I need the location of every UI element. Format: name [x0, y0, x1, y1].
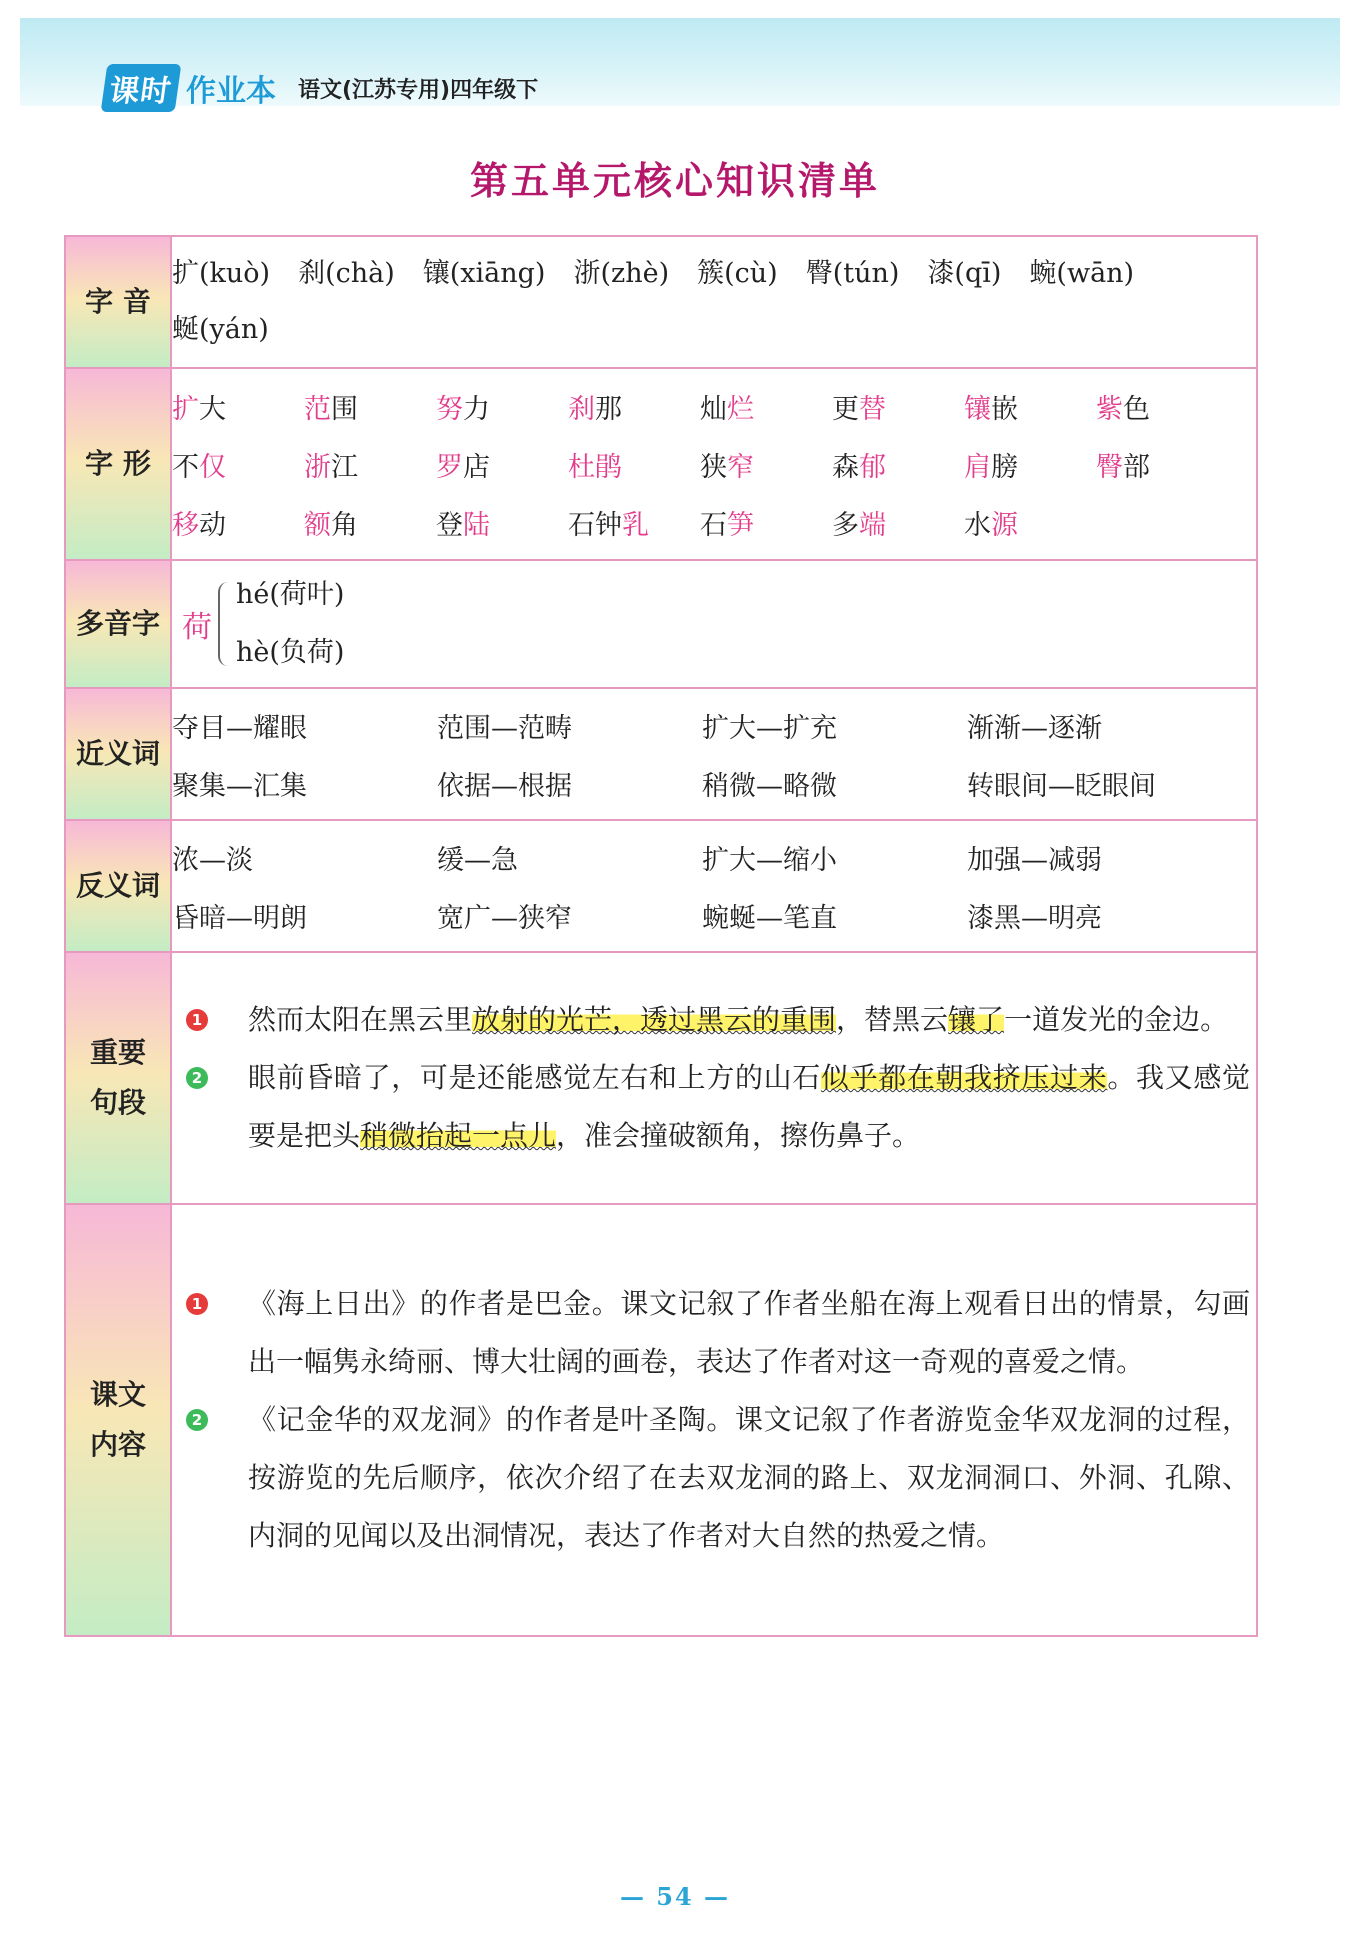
glyph-key: 罗	[436, 451, 463, 483]
highlight: 似乎都在朝我挤压过来	[820, 1061, 1108, 1094]
content-text: 《记金华的双龙洞》的作者是叶圣陶。课文记叙了作者游览金华双龙洞的过程，按游览的先后顺序，依次介绍了在去双龙洞的路上、双龙洞洞口、外洞、孔隙、内洞的见闻以及出洞情况，表达了作者对大自然的热爱之情。	[248, 1403, 1250, 1552]
glyph-row	[172, 493, 1256, 551]
content-list	[171, 1204, 1257, 1636]
label-antonyms: 反义词	[65, 820, 171, 952]
text-run: ，替黑云	[836, 1003, 949, 1036]
glyph-key: 乳	[622, 509, 649, 541]
glyph-word	[964, 387, 1096, 426]
number-badge: 2	[186, 1067, 208, 1089]
label-synonyms: 近义词	[65, 688, 171, 820]
glyph-word	[832, 387, 964, 426]
book-subtitle: 语文(江苏专用)四年级下	[298, 77, 539, 103]
glyph-word	[436, 445, 568, 484]
glyph-plain: 膀	[991, 451, 1018, 483]
glyph-word	[700, 445, 832, 484]
glyph-key: 杜鹃	[568, 451, 622, 483]
content-text: 《海上日出》的作者是巴金。课文记叙了作者坐船在海上观看日出的情景，勾画出一幅隽永绮丽、博大壮阔的画卷，表达了作者对这一奇观的喜爱之情。	[248, 1287, 1250, 1378]
antonym-pair: 缓—急	[437, 844, 518, 876]
key-sentence	[172, 1049, 1250, 1165]
glyph-plain: 多	[832, 509, 859, 541]
glyph-grid	[171, 368, 1257, 560]
glyph-word	[832, 503, 964, 542]
section-polyphone	[65, 560, 1257, 688]
antonym-pair: 加强—减弱	[967, 844, 1102, 876]
content-paragraph	[172, 1275, 1250, 1391]
glyph-plain: 水	[964, 509, 991, 541]
glyph-plain: 石钟	[568, 509, 622, 541]
glyph-key: 努	[436, 393, 463, 425]
key-sentence	[172, 991, 1250, 1049]
page-title: 第五单元核心知识清单	[469, 159, 880, 203]
glyph-word	[436, 503, 568, 542]
glyph-plain: 更	[832, 393, 859, 425]
glyph-plain: 围	[331, 393, 358, 425]
glyph-word	[304, 503, 436, 542]
polyphone-content	[171, 560, 1257, 688]
text-run: 眼前昏暗了，可是还能感觉左右和上方的山石	[248, 1061, 821, 1094]
brand	[104, 64, 538, 112]
glyph-word	[568, 445, 700, 484]
synonym-pair: 夺目—耀眼	[172, 712, 307, 744]
antonym-grid	[171, 820, 1257, 952]
glyph-plain: 部	[1123, 451, 1150, 483]
key-sentence-text	[248, 1049, 1250, 1165]
glyph-key: 范	[304, 393, 331, 425]
synonym-pair: 依据—根据	[437, 770, 572, 802]
highlight: 放射的光芒，透过黑云的重围	[472, 1003, 837, 1036]
glyph-row	[172, 377, 1256, 435]
glyph-plain: 动	[199, 509, 226, 541]
glyph-word	[1096, 445, 1228, 484]
section-key-sentences	[65, 952, 1257, 1204]
glyph-plain: 店	[463, 451, 490, 483]
pronunciation-item: 扩(kuò)	[172, 258, 271, 289]
text-run: 然而太阳在黑云里	[248, 1003, 473, 1036]
label-polyphone: 多音字	[65, 560, 171, 688]
glyph-key: 刹	[568, 393, 595, 425]
antonym-pair: 漆黑—明亮	[967, 902, 1102, 934]
glyph-word	[964, 503, 1096, 542]
label-key-sentences	[65, 952, 171, 1204]
glyph-key: 烂	[727, 393, 754, 425]
antonym-pair: 浓—淡	[172, 844, 253, 876]
text-run: ，准会撞破额角，擦伤鼻子。	[556, 1119, 921, 1152]
glyph-key: 移	[172, 509, 199, 541]
polyphone-reading: hè(负荷)	[236, 637, 345, 668]
glyph-word	[172, 387, 304, 426]
label-line: 句段	[89, 1086, 146, 1119]
glyph-row	[172, 435, 1256, 493]
glyph-word	[304, 387, 436, 426]
text-run: 。我又感觉要是把头	[248, 1061, 1250, 1152]
glyph-word	[700, 503, 832, 542]
pronunciation-item: 漆(qī)	[927, 258, 1002, 289]
glyph-plain: 力	[463, 393, 490, 425]
glyph-key: 窄	[727, 451, 754, 483]
glyph-plain: 江	[331, 451, 358, 483]
synonym-pair: 转眼间—眨眼间	[967, 770, 1156, 802]
glyph-key: 源	[991, 509, 1018, 541]
antonym-pair: 昏暗—明朗	[172, 902, 307, 934]
glyph-plain: 不	[172, 451, 199, 483]
pronunciation-item: 刹(chà)	[298, 258, 395, 289]
label-line: 内容	[89, 1428, 146, 1461]
glyph-plain: 登	[436, 509, 463, 541]
polyphone-char: 荷	[182, 610, 212, 645]
glyph-key: 臀	[1096, 451, 1123, 483]
glyph-word	[568, 387, 700, 426]
glyph-word	[700, 387, 832, 426]
glyph-key: 仅	[199, 451, 226, 483]
glyph-key: 笋	[727, 509, 754, 541]
antonym-pair: 蜿蜒—笔直	[702, 902, 837, 934]
pronunciation-list	[171, 236, 1257, 368]
antonym-pair: 扩大—缩小	[702, 844, 837, 876]
brand-name: 作业本	[186, 74, 276, 109]
synonym-pair: 聚集—汇集	[172, 770, 307, 802]
number-badge: 2	[186, 1409, 208, 1431]
glyph-plain: 那	[595, 393, 622, 425]
glyph-word	[304, 445, 436, 484]
text-run: 一道发光的金边。	[1004, 1003, 1229, 1036]
glyph-plain: 色	[1123, 393, 1150, 425]
number-badge: 1	[186, 1293, 208, 1315]
polyphone-reading: hé(荷叶)	[236, 579, 345, 610]
glyph-key: 紫	[1096, 393, 1123, 425]
glyph-plain: 狭	[700, 451, 727, 483]
label-line: 重要	[89, 1035, 146, 1069]
glyph-plain: 嵌	[991, 393, 1018, 425]
section-synonyms	[65, 688, 1257, 820]
glyph-plain: 灿	[700, 393, 727, 425]
glyph-key: 郁	[859, 451, 886, 483]
glyph-word	[964, 445, 1096, 484]
glyph-plain: 角	[331, 509, 358, 541]
section-pronunciation	[65, 236, 1257, 368]
pronunciation-item: 镶(xiāng)	[422, 258, 546, 289]
glyph-word	[1096, 387, 1228, 426]
antonym-pair: 宽广—狭窄	[437, 902, 572, 934]
glyph-word	[832, 445, 964, 484]
section-antonyms	[65, 820, 1257, 952]
label-content	[65, 1204, 171, 1636]
glyph-plain: 森	[832, 451, 859, 483]
antonym-row	[172, 828, 1256, 886]
label-pronunciation: 字 音	[65, 236, 171, 368]
glyph-key: 端	[859, 509, 886, 541]
pronunciation-item: 蜿(wān)	[1029, 258, 1135, 289]
highlight: 镶了	[948, 1003, 1005, 1036]
key-sentence-list	[171, 952, 1257, 1204]
synonym-pair: 渐渐—逐渐	[967, 712, 1102, 744]
glyph-key: 额	[304, 509, 331, 541]
glyph-plain: 石	[700, 509, 727, 541]
synonym-pair: 范围—范畴	[437, 712, 572, 744]
glyph-word	[436, 387, 568, 426]
pronunciation-item: 蜒(yán)	[172, 314, 269, 345]
synonym-pair: 扩大—扩充	[702, 712, 837, 744]
label-glyphs: 字 形	[65, 368, 171, 560]
section-glyphs	[65, 368, 1257, 560]
key-sentence-text	[248, 991, 1250, 1049]
glyph-key: 扩	[172, 393, 199, 425]
brace	[218, 582, 230, 666]
brand-logo: 课时	[101, 64, 182, 112]
glyph-key: 镶	[964, 393, 991, 425]
number-badge: 1	[186, 1009, 208, 1031]
glyph-key: 肩	[964, 451, 991, 483]
knowledge-table	[64, 235, 1258, 1637]
glyph-plain: 大	[199, 393, 226, 425]
glyph-word	[172, 503, 304, 542]
highlight: 稍微抬起一点儿	[360, 1119, 557, 1152]
glyph-key: 浙	[304, 451, 331, 483]
pronunciation-item: 臀(tún)	[805, 258, 900, 289]
section-content	[65, 1204, 1257, 1636]
synonym-pair: 稍微—略微	[702, 770, 837, 802]
pronunciation-item: 簇(cù)	[697, 258, 778, 289]
glyph-word	[172, 445, 304, 484]
synonym-row	[172, 696, 1256, 754]
glyph-key: 陆	[463, 509, 490, 541]
synonym-row	[172, 754, 1256, 812]
content-paragraph	[172, 1391, 1250, 1565]
pronunciation-item: 浙(zhè)	[573, 258, 670, 289]
glyph-word	[568, 503, 700, 542]
antonym-row	[172, 886, 1256, 944]
synonym-grid	[171, 688, 1257, 820]
page-number: — 54 —	[619, 1882, 731, 1911]
glyph-key: 替	[859, 393, 886, 425]
label-line: 课文	[89, 1377, 146, 1411]
